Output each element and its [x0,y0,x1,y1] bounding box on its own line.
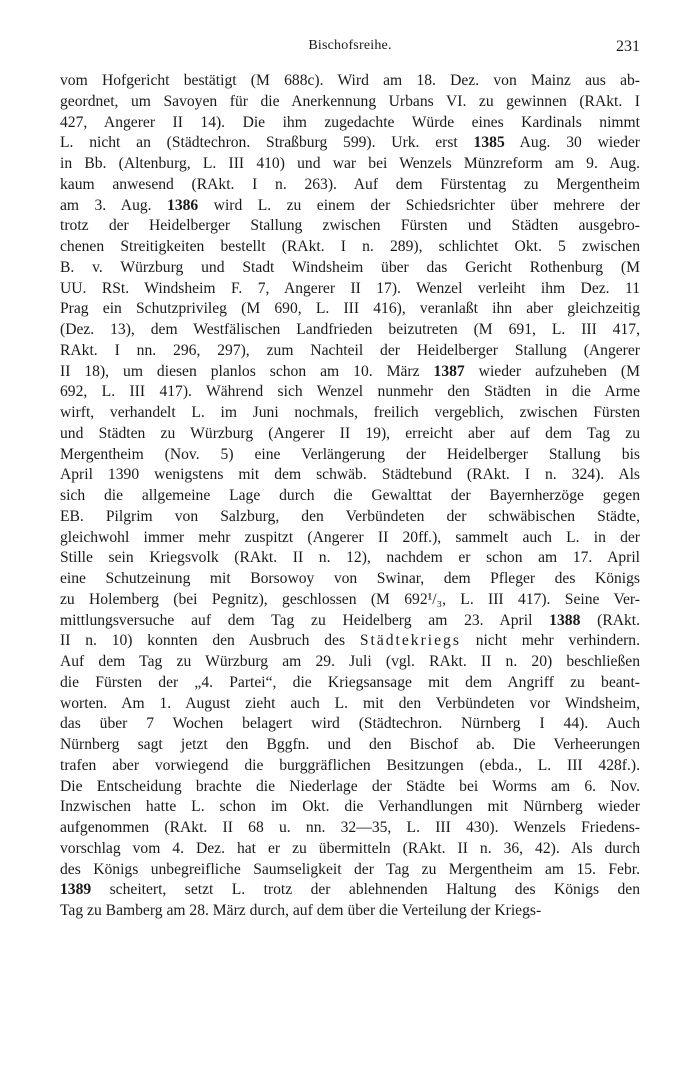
text-line: des Königs unbegreifliche Saumseligkeit der Tag zu Mergentheim am 15. Febr. [60,860,640,878]
text-line: das über 7 Wochen belagert wird (Städtechron. Nürnberg I 44). Auch [60,715,640,733]
text-line: UU. RSt. Windsheim F. 7, Angerer II 17). Wenzel verleiht ihm Dez. 11 [60,279,640,297]
text-line: 692, L. III 417). Während sich Wenzel nunmehr den Städten in die Arme [60,383,640,401]
text-line: mittlungsversuche auf dem Tag zu Heidelberg am 23. April 1388 (RAkt. [60,611,641,629]
text-line: 427, Angerer II 14). Die ihm zugedachte Würde eines Kardinals nimmt [60,113,640,131]
text-line: und Städten zu Würzburg (Angerer II 19), erreicht aber auf dem Tag zu [60,424,640,442]
text-line: worten. Am 1. August zieht auch L. mit den Verbündeten vor Windsheim, [60,694,640,712]
text-line: am 3. Aug. 1386 wird L. zu einem der Schiedsrichter über mehrere der [60,196,640,214]
text-line: Prag ein Schutzprivileg (M 690, L. III 416), veranlaßt ihn aber gleichzeitig [60,300,640,318]
text-line: eine Schutzeinung mit Borsowoy von Swinar, dem Pfleger des Königs [60,570,640,587]
text-line: 1389 scheitert, setzt L. trotz der ablehnenden Haltung des Königs den [60,881,640,899]
text-line: vorschlag vom 4. Dez. hat er zu übermitteln (RAkt. II n. 36, 42). Als durch [60,839,640,857]
text-line: sich die allgemeine Lage durch die Gewalttat der Bayernherzöge gegen [60,487,640,504]
text-line: geordnet, um Savoyen für die Anerkennung Urbans VI. zu gewinnen (RAkt. I [60,92,640,110]
text-line: II 18), um diesen planlos schon am 10. März 1387 wieder aufzuheben (M [60,362,640,380]
body-text [60,71,640,922]
text-line: wirft, verhandelt L. im Juni nochmals, freilich vergeblich, zwischen Fürsten [60,404,640,421]
text-line: Auf dem Tag zu Würzburg am 29. Juli (vgl. RAkt. II n. 20) beschließen [60,653,640,670]
running-head [60,38,640,58]
text-line: II n. 10) konnten den Ausbruch des Städtekriegs nicht mehr verhindern. [60,632,641,650]
text-line: L. nicht an (Städtechron. Straßburg 599). Urk. erst 1385 Aug. 30 wieder [60,134,641,152]
text-line: trafen aber vorwiegend die burggräflichen Besitzungen (ebda., L. III 428f.). [60,756,640,774]
text-line: gleichwohl immer mehr zuspitzt (Angerer II 20ff.), sammelt auch L. in der [60,528,640,546]
text-line: EB. Pilgrim von Salzburg, den Verbündeten der schwäbischen Städte, [60,507,640,525]
text-line: Mergentheim (Nov. 5) eine Verlängerung der Heidelberger Stallung bis [60,445,640,463]
text-line: vom Hofgericht bestätigt (M 688c). Wird am 18. Dez. von Mainz aus ab- [60,72,640,89]
text-line: trotz der Heidelberger Stallung zwischen Fürsten und Städten ausgebro- [60,217,640,235]
text-line: zu Holemberg (bei Pegnitz), geschlossen (M 692¹/₃, L. III 417). Seine Ver- [60,590,640,608]
text-line: die Fürsten der „4. Partei“, die Kriegsansage mit dem Angriff zu beant- [60,673,640,691]
page-number: 231 [616,38,640,55]
text-line: chenen Streitigkeiten bestellt (RAkt. I n. 289), schlichtet Okt. 5 zwischen [60,238,640,255]
text-line: (Dez. 13), dem Westfälischen Landfrieden beizutreten (M 691, L. III 417, [60,321,640,338]
text-line: Tag zu Bamberg am 28. März durch, auf dem über die Verteilung der Kriegs- [60,902,542,919]
text-line: RAkt. I nn. 296, 297), zum Nachteil der Heidelberger Stallung (Angerer [60,341,640,359]
text-line: aufgenommen (RAkt. II 68 u. nn. 32—35, L. III 430). Wenzels Friedens- [60,819,640,836]
running-title: Bischofsreihe. [308,38,392,53]
text-line: Inzwischen hatte L. schon im Okt. die Verhandlungen mit Nürnberg wieder [60,798,640,816]
text-line: B. v. Würzburg und Stadt Windsheim über das Gericht Rothenburg (M [60,258,640,276]
text-line: Die Entscheidung brachte die Niederlage der Städte bei Worms am 6. Nov. [60,777,640,795]
text-line: in Bb. (Altenburg, L. III 410) und war bei Wenzels Münzreform am 9. Aug. [60,155,640,172]
text-line: April 1390 wenigstens mit dem schwäb. Städtebund (RAkt. I n. 324). Als [60,466,640,484]
text-line: Nürnberg sagt jetzt den Bggfn. und den Bischof ab. Die Verheerungen [60,736,640,753]
text-line: kaum anwesend (RAkt. I n. 263). Auf dem Fürstentag zu Mergentheim [60,175,640,193]
text-line: Stille sein Kriegsvolk (RAkt. II n. 12), nachdem er schon am 17. April [60,549,640,567]
